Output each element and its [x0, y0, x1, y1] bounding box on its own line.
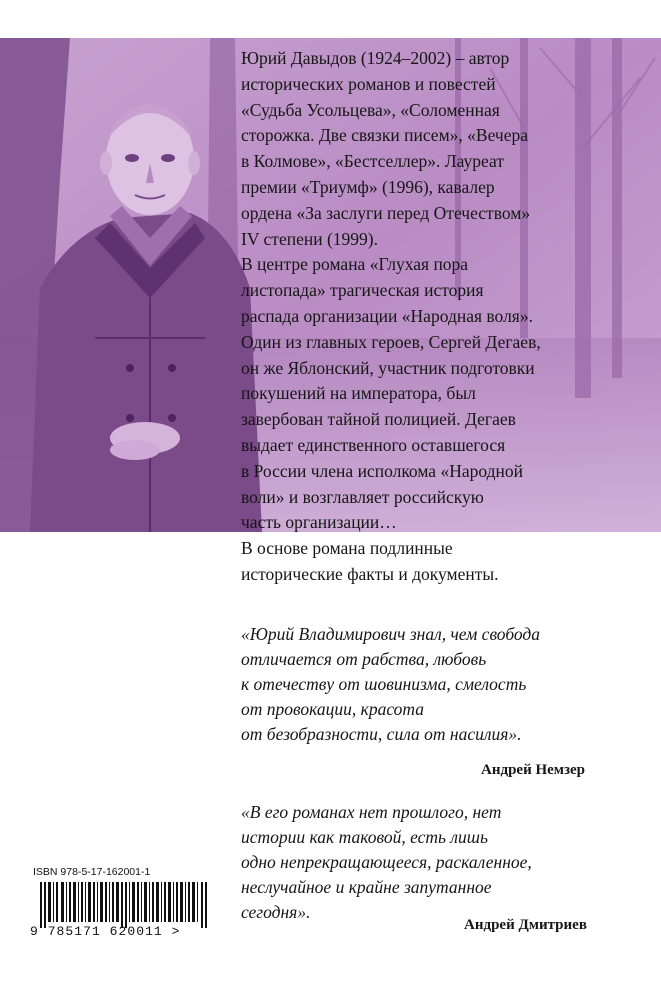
- bio-line: выдает единственного оставшегося: [241, 434, 506, 455]
- isbn-label: ISBN 978-5-17-162001-1: [33, 866, 151, 878]
- quote-line: «Юрий Владимирович знал, чем свобода: [241, 624, 541, 644]
- quote-line: от безобразности, сила от насилия».: [241, 724, 522, 744]
- quote-author-dmitriev: Андрей Дмитриев: [464, 917, 587, 933]
- quote-line: от провокации, красота: [241, 699, 424, 719]
- bio-line: в России члена исполкома «Народной: [241, 460, 523, 481]
- quote-line: к отечеству от шовинизма, смелость: [241, 674, 527, 694]
- bio-line: сторожка. Две связки писем», «Вечера: [241, 125, 528, 146]
- quote-line: «В его романах нет прошлого, нет: [241, 802, 502, 822]
- barcode-digits: 9 785171 620011 >: [30, 924, 181, 939]
- quote-nemzer: [241, 622, 540, 747]
- bio-line: листопада» трагическая история: [241, 280, 484, 301]
- bio-line: в Колмове», «Бестселлер». Лауреат: [241, 151, 504, 172]
- bio-line: В центре романа «Глухая пора: [241, 254, 469, 275]
- quote-line: сегодня».: [241, 902, 311, 922]
- bio-line: исторических романов и повестей: [241, 73, 496, 94]
- bio-line: распада организации «Народная воля».: [241, 305, 533, 326]
- bio-line: завербован тайной полицией. Дегаев: [241, 409, 516, 430]
- bio-line: IV степени (1999).: [241, 228, 378, 249]
- bio-line: он же Яблонский, участник подготовки: [241, 357, 535, 378]
- bio-line: часть организации…: [241, 512, 397, 533]
- barcode-icon: [40, 882, 208, 928]
- quote-line: неслучайное и крайне запутанное: [241, 877, 492, 897]
- bio-line: исторические факты и документы.: [241, 563, 499, 584]
- bio-line: воли» и возглавляет российскую: [241, 486, 484, 507]
- bio-line: премии «Триумф» (1996), кавалер: [241, 176, 495, 197]
- bio-line: ордена «За заслуги перед Отечеством»: [241, 202, 531, 223]
- bio-line: В основе романа подлинные: [241, 538, 453, 559]
- author-bio-text: [241, 46, 641, 588]
- bio-line: «Судьба Усольцева», «Соломенная: [241, 99, 500, 120]
- bio-line: Один из главных героев, Сергей Дегаев,: [241, 331, 541, 352]
- quote-line: отличается от рабства, любовь: [241, 649, 487, 669]
- bio-line: Юрий Давыдов (1924–2002) – автор: [241, 48, 510, 68]
- quote-dmitriev: [241, 800, 532, 925]
- bio-line: покушений на императора, был: [241, 383, 476, 404]
- quote-line: истории как таковой, есть лишь: [241, 827, 488, 847]
- quote-author-nemzer: Андрей Немзер: [481, 762, 586, 778]
- quote-line: одно непрекращающееся, раскаленное,: [241, 852, 532, 872]
